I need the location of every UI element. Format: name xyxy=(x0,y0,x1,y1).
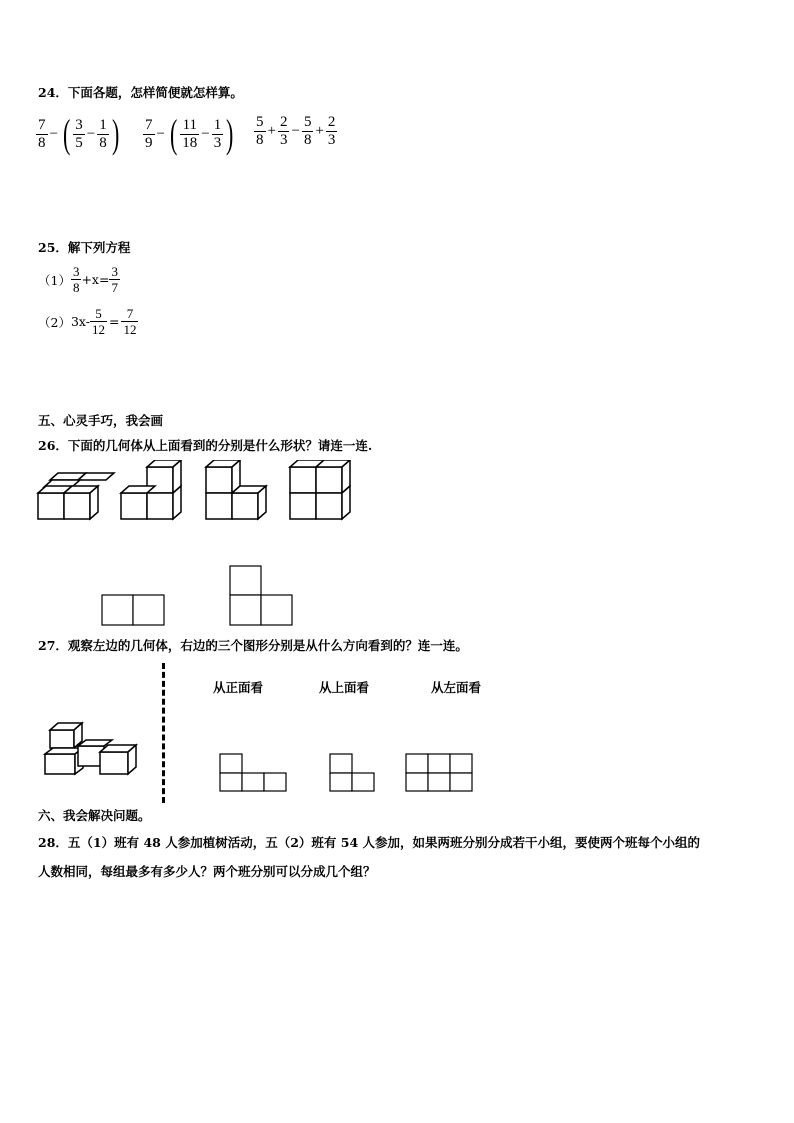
label-left-view: 从左面看 xyxy=(431,680,482,695)
fraction: $\frac{5}{8}$ xyxy=(256,114,264,148)
view-shape-2 xyxy=(330,754,374,791)
fraction: $\frac{5}{12}$ xyxy=(91,306,105,337)
solid-1 xyxy=(38,473,114,519)
fraction: $\frac{3}{5}$ xyxy=(75,116,83,151)
fraction: $\frac{2}{3}$ xyxy=(279,114,288,148)
fraction: $\frac{3}{8}$ xyxy=(72,264,80,295)
q25-equation-2: （2） 3x- $\frac{5}{12}$ = $\frac{7}{12}$ xyxy=(38,306,137,337)
label-front-view: 从正面看 xyxy=(213,680,264,695)
fraction: $\frac{7}{12}$ xyxy=(123,306,137,337)
q24-title: 24．下面各题，怎样简便就怎样算。 xyxy=(38,85,243,100)
view-shape-3 xyxy=(406,754,472,791)
q28-line-2: 人数相同，每组最多有多少人？两个班分别可以分成几个组？ xyxy=(38,864,376,879)
q24-expression-1: $\frac{7}{8}$ − ( $\frac{3}{5}$ − $\frac{1}{8}$ ) xyxy=(38,111,120,156)
q26-top-views xyxy=(100,564,300,628)
fraction: $\frac{11}{18}$ xyxy=(182,116,198,151)
solid-4 xyxy=(290,460,350,519)
fraction: $\frac{1}{3}$ xyxy=(213,116,222,151)
q25-equation-1: （1） $\frac{3}{8}$ +x= $\frac{3}{7}$ xyxy=(38,264,118,295)
q24-expression-2: $\frac{7}{9}$ − ( $\frac{11}{18}$ − $\frac{1}{3}$ ) xyxy=(145,111,234,156)
solid-3 xyxy=(206,460,266,519)
dashed-divider xyxy=(162,663,165,803)
fraction: $\frac{3}{7}$ xyxy=(111,264,118,295)
top-view-2 xyxy=(230,566,292,625)
q27-solid xyxy=(40,718,144,780)
q26-solids-right xyxy=(200,460,360,526)
q24-expression-3: $\frac{5}{8}$ + $\frac{2}{3}$ − $\frac{5}{8}$ + $\frac{2}{3}$ xyxy=(256,114,336,148)
q25-title: 25．解下列方程 xyxy=(38,240,131,255)
q28-line-1: 28．五（1）班有 48 人参加植树活动，五（2）班有 54 人参加，如果两班分别分成若干小组，要使两个班每个小组的 xyxy=(38,835,700,850)
view-shape-1 xyxy=(220,754,286,791)
solid-2 xyxy=(121,460,181,519)
q27-title: 27．观察左边的几何体，右边的三个图形分别是从什么方向看到的？连一连。 xyxy=(38,638,468,653)
label-top-view: 从上面看 xyxy=(319,680,370,695)
fraction: $\frac{1}{8}$ xyxy=(99,116,107,151)
q27-views xyxy=(218,752,478,794)
fraction: $\frac{2}{3}$ xyxy=(327,114,336,148)
fraction: $\frac{7}{9}$ xyxy=(145,116,153,151)
fraction: $\frac{5}{8}$ xyxy=(303,114,312,148)
section-5-title: 五、心灵手巧，我会画 xyxy=(38,413,164,428)
q26-title: 26．下面的几何体从上面看到的分别是什么形状？请连一连. xyxy=(38,438,373,453)
fraction: $\frac{7}{8}$ xyxy=(38,116,46,151)
top-view-1 xyxy=(102,595,164,625)
section-6-title: 六、我会解决问题。 xyxy=(38,808,151,823)
